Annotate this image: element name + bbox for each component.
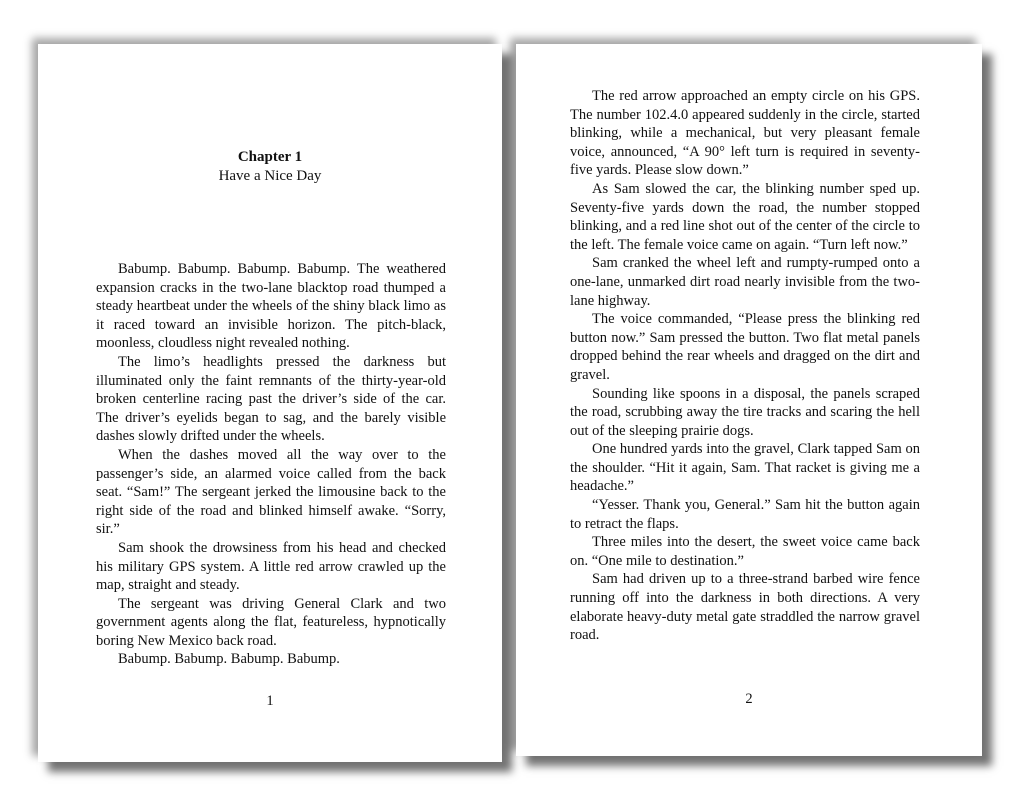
paragraph: Sam shook the drowsiness from his head and checked his military GPS system. A little red arrow crawled up the map, straight and steady. bbox=[96, 539, 446, 594]
paragraph: Sam cranked the wheel left and rumpty-rumped onto a one-lane, unmarked dirt road nearly invisible from the two-lane highway. bbox=[570, 255, 920, 309]
paragraph: The sergeant was driving General Clark and two government agents along the flat, featureless, hypnotically boring New Mexico back road. bbox=[96, 595, 446, 649]
paragraph: Three miles into the desert, the sweet voice came back on. “One mile to destination.” bbox=[570, 534, 920, 569]
page-number: 2 bbox=[745, 691, 753, 707]
paragraph: “Yesser. Thank you, General.” Sam hit the button again to retract the flaps. bbox=[570, 497, 920, 532]
paragraph: The limo’s headlights pressed the darkness but illuminated only the faint remnants of the thirty-year-old broken centerline racing past the driver’s side of the car. The driver’s eyelids began to sag, and the barely visible dashes slowly drifted under the wheels. bbox=[96, 353, 446, 445]
page-number: 1 bbox=[266, 693, 274, 709]
paragraph: One hundred yards into the gravel, Clark tapped Sam on the shoulder. “Hit it again, Sam. That racket is giving me a headache.” bbox=[570, 441, 920, 495]
paragraph: When the dashes moved all the way over to the passenger’s side, an alarmed voice called from the back seat. “Sam!” The sergeant jerked the limousine back to the right side of the road and blinked himself awake. “Sorry, sir.” bbox=[96, 446, 446, 538]
chapter-number: Chapter 1 bbox=[237, 149, 303, 165]
right-page bbox=[516, 44, 982, 756]
paragraph: Babump. Babump. Babump. Babump. The weathered expansion cracks in the two-lane blacktop road thumped a steady heartbeat under the wheels of the shiny black limo as it raced toward an invisible horizon. The pitch-black, moonless, cloudless night revealed nothing. bbox=[96, 261, 446, 352]
paragraph: Sam had driven up to a three-strand barbed wire fence running off into the darkness in both directions. A very elaborate heavy-duty metal gate straddled the narrow gravel road. bbox=[570, 571, 920, 644]
paragraph: As Sam slowed the car, the blinking number sped up. Seventy-five yards down the road, the number stopped blinking, and a red line shot out of the center of the circle to the left. The female voice came on again. “Turn left now.” bbox=[570, 180, 920, 253]
paragraph: Babump. Babump. Babump. Babump. bbox=[118, 651, 340, 668]
paragraph: Sounding like spoons in a disposal, the panels scraped the road, scrubbing away the tire tracks and scaring the hell out of the sleeping prairie dogs. bbox=[570, 385, 920, 439]
right-page-body bbox=[570, 87, 920, 645]
chapter-title: Have a Nice Day bbox=[218, 168, 322, 184]
paragraph: The red arrow approached an empty circle on his GPS. The number 102.4.0 appeared suddenly in the circle, started blinking, while a mechanical, but very pleasant female voice, announced, “A 90° left turn is required in seventy-five yards. Please slow down.” bbox=[570, 88, 920, 179]
paragraph: The voice commanded, “Please press the blinking red button now.” Sam pressed the button. Two flat metal panels dropped behind the rear wheels and dragged on the dirt and gravel. bbox=[570, 311, 920, 383]
chapter-heading bbox=[38, 148, 502, 186]
left-page-body bbox=[96, 260, 446, 669]
left-page bbox=[38, 44, 502, 762]
